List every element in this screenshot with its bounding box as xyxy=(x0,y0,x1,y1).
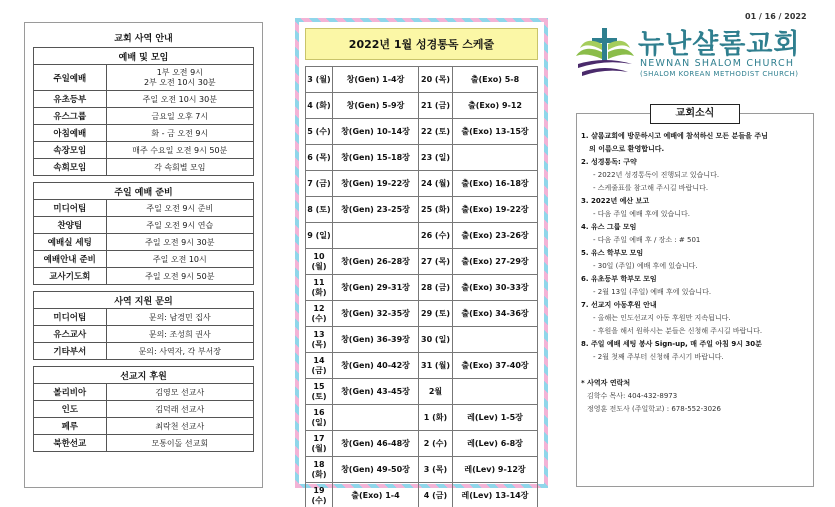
schedule-row xyxy=(306,249,538,275)
row-value: 문의: 남경민 집사 xyxy=(106,309,253,326)
schedule-reading: 출(Exo) 23-26장 xyxy=(453,223,538,249)
schedule-reading: 레(Lev) 9-12장 xyxy=(453,457,538,483)
news-item-detail: - 2월 첫째 주부터 신청해 주시기 바랍니다. xyxy=(593,353,724,361)
schedule-row xyxy=(306,171,538,197)
schedule-reading: 출(Exo) 34-36장 xyxy=(453,301,538,327)
ministry-support-table xyxy=(33,291,254,360)
schedule-day: 19 (수) xyxy=(306,483,333,507)
row-key: 유스교사 xyxy=(34,326,107,343)
table-row xyxy=(34,418,254,435)
schedule-reading: 출(Exo) 13-15장 xyxy=(453,119,538,145)
bulletin-date: 01 / 16 / 2022 xyxy=(745,12,807,21)
schedule-reading: 창(Gen) 15-18장 xyxy=(333,145,419,171)
schedule-day: 9 (일) xyxy=(306,223,333,249)
schedule-reading: 레(Lev) 6-8장 xyxy=(453,431,538,457)
church-logo-icon xyxy=(572,26,638,80)
schedule-row xyxy=(306,353,538,379)
row-value: 김덕래 선교사 xyxy=(106,401,253,418)
row-key: 페루 xyxy=(34,418,107,435)
schedule-reading: 출(Exo) 30-33장 xyxy=(453,275,538,301)
news-item-detail: - 올해는 인도선교지 아동 후원만 지속됩니다. xyxy=(593,314,731,322)
table-row xyxy=(34,268,254,285)
schedule-reading: 창(Gen) 5-9장 xyxy=(333,93,419,119)
row-key: 볼리비아 xyxy=(34,384,107,401)
schedule-day: 24 (월) xyxy=(419,171,453,197)
row-value xyxy=(106,65,253,91)
row-key: 유초등부 xyxy=(34,91,107,108)
row-value: 모통이돌 선교회 xyxy=(106,435,253,452)
schedule-row xyxy=(306,67,538,93)
row-key: 미디어팀 xyxy=(34,309,107,326)
news-item-detail: - 2월 13일 (주일) 예배 후에 있습니다. xyxy=(593,288,712,296)
news-item-heading: 5. 유스 학부모 모임 xyxy=(581,249,644,257)
schedule-reading: 창(Gen) 26-28장 xyxy=(333,249,419,275)
table-row xyxy=(34,384,254,401)
table-row xyxy=(34,435,254,452)
table-row xyxy=(34,142,254,159)
schedule-reading xyxy=(453,379,538,405)
table-row xyxy=(34,251,254,268)
news-item-detail: - 30일 (주일) 예배 후에 있습니다. xyxy=(593,262,698,270)
table-row xyxy=(34,217,254,234)
row-key: 인도 xyxy=(34,401,107,418)
schedule-day: 22 (토) xyxy=(419,119,453,145)
schedule-reading: 창(Gen) 19-22장 xyxy=(333,171,419,197)
news-item-heading: 2. 성경통독: 구약 xyxy=(581,158,637,166)
schedule-reading: 창(Gen) 23-25장 xyxy=(333,197,419,223)
schedule-day: 3 (월) xyxy=(306,67,333,93)
schedule-day: 18 (화) xyxy=(306,457,333,483)
row-value: 문의: 조성희 권사 xyxy=(106,326,253,343)
schedule-day: 4 (화) xyxy=(306,93,333,119)
schedule-day: 20 (목) xyxy=(419,67,453,93)
schedule-reading xyxy=(333,405,419,431)
schedule-row xyxy=(306,275,538,301)
table-row xyxy=(34,65,254,91)
worship-table xyxy=(33,47,254,176)
schedule-day: 31 (월) xyxy=(419,353,453,379)
schedule-reading: 레(Lev) 13-14장 xyxy=(453,483,538,507)
schedule-day: 16 (일) xyxy=(306,405,333,431)
news-item-detail: - 2022년 성경통독이 진행되고 있습니다. xyxy=(593,171,720,179)
schedule-day: 30 (일) xyxy=(419,327,453,353)
row-value: 매주 수요일 오전 9시 50분 xyxy=(106,142,253,159)
row-value: 화 - 금 오전 9시 xyxy=(106,125,253,142)
schedule-day: 14 (금) xyxy=(306,353,333,379)
schedule-day: 3 (목) xyxy=(419,457,453,483)
bible-reading-title: 2022년 1월 성경통독 스케줄 xyxy=(305,28,538,60)
row-key: 기타부서 xyxy=(34,343,107,360)
ministry-support-header: 사역 지원 문의 xyxy=(34,292,254,309)
schedule-row xyxy=(306,405,538,431)
church-name-korean: 뉴난샬롬교회 xyxy=(638,29,801,60)
row-value-line: 2부 오전 10시 30분 xyxy=(143,77,216,87)
row-value: 각 속회별 모임 xyxy=(106,159,253,176)
bible-reading-panel xyxy=(295,18,548,505)
news-item-heading-cont: 의 이름으로 환영합니다. xyxy=(589,145,665,153)
row-key: 속회모임 xyxy=(34,159,107,176)
news-item-heading: 4. 유스 그룹 모임 xyxy=(581,223,637,231)
news-item-detail: - 후원을 해서 원하시는 분들은 신청해 주시길 바랍니다. xyxy=(593,327,763,335)
schedule-day: 13 (목) xyxy=(306,327,333,353)
schedule-row xyxy=(306,223,538,249)
table-row xyxy=(34,91,254,108)
row-value: 김영모 선교사 xyxy=(106,384,253,401)
schedule-day: 12 (수) xyxy=(306,301,333,327)
schedule-day: 5 (수) xyxy=(306,119,333,145)
news-item-detail: - 다음 주일 예배 후 / 장소 : # 501 xyxy=(593,236,701,244)
schedule-reading: 창(Gen) 40-42장 xyxy=(333,353,419,379)
schedule-day: 8 (토) xyxy=(306,197,333,223)
worship-header: 예배 및 모임 xyxy=(34,48,254,65)
row-key: 북한선교 xyxy=(34,435,107,452)
row-key: 아침예배 xyxy=(34,125,107,142)
schedule-row xyxy=(306,457,538,483)
schedule-row xyxy=(306,301,538,327)
schedule-row xyxy=(306,93,538,119)
row-value: 최락천 선교사 xyxy=(106,418,253,435)
schedule-day: 29 (토) xyxy=(419,301,453,327)
row-key: 찬양팀 xyxy=(34,217,107,234)
schedule-row xyxy=(306,197,538,223)
row-key: 예배실 세팅 xyxy=(34,234,107,251)
schedule-day: 6 (목) xyxy=(306,145,333,171)
schedule-reading: 창(Gen) 43-45장 xyxy=(333,379,419,405)
schedule-row xyxy=(306,483,538,507)
row-value: 주일 오전 9시 30분 xyxy=(106,234,253,251)
row-value: 주일 오전 9시 준비 xyxy=(106,200,253,217)
schedule-day: 17 (월) xyxy=(306,431,333,457)
worship-prep-header: 주일 예배 준비 xyxy=(34,183,254,200)
schedule-reading: 창(Gen) 29-31장 xyxy=(333,275,419,301)
row-value-line: 1부 오전 9시 xyxy=(156,67,203,77)
news-item-detail: - 스케줄표를 참고해 주시길 바랍니다. xyxy=(593,184,709,192)
schedule-reading: 출(Exo) 19-22장 xyxy=(453,197,538,223)
schedule-day: 4 (금) xyxy=(419,483,453,507)
table-row xyxy=(34,309,254,326)
schedule-reading: 출(Exo) 5-8 xyxy=(453,67,538,93)
table-row xyxy=(34,108,254,125)
schedule-reading xyxy=(453,327,538,353)
church-news-panel xyxy=(576,108,814,487)
schedule-reading xyxy=(333,223,419,249)
row-value: 문의: 사역자, 각 부서장 xyxy=(106,343,253,360)
schedule-reading: 창(Gen) 49-50장 xyxy=(333,457,419,483)
schedule-day: 15 (토) xyxy=(306,379,333,405)
row-key: 예배안내 준비 xyxy=(34,251,107,268)
ministry-guide-panel xyxy=(24,22,263,488)
church-name-english: NEWNAN SHALOM CHURCH xyxy=(640,58,795,69)
news-item-detail: - 다음 주일 예배 후에 있습니다. xyxy=(593,210,691,218)
schedule-row xyxy=(306,431,538,457)
ministry-guide-title: 교회 사역 안내 xyxy=(114,34,173,44)
row-key: 주일예배 xyxy=(34,65,107,91)
schedule-day: 2월 xyxy=(419,379,453,405)
row-value: 금요일 오후 7시 xyxy=(106,108,253,125)
schedule-reading: 창(Gen) 32-35장 xyxy=(333,301,419,327)
news-item-heading: 6. 유초등부 학부모 모임 xyxy=(581,275,657,283)
church-name-english-sub: (SHALOM KOREAN METHODIST CHURCH) xyxy=(640,70,799,78)
table-row xyxy=(34,326,254,343)
church-news-body xyxy=(581,130,809,416)
schedule-reading: 창(Gen) 46-48장 xyxy=(333,431,419,457)
mission-support-table xyxy=(33,366,254,452)
contact-line: 김학수 목사: 404-432-8973 xyxy=(587,392,678,400)
schedule-row xyxy=(306,327,538,353)
schedule-day: 21 (금) xyxy=(419,93,453,119)
schedule-reading: 출(Exo) 9-12 xyxy=(453,93,538,119)
news-item-heading: 7. 선교지 아동후원 안내 xyxy=(581,301,657,309)
schedule-reading: 출(Exo) 27-29장 xyxy=(453,249,538,275)
schedule-reading xyxy=(453,145,538,171)
row-key: 유스그룹 xyxy=(34,108,107,125)
schedule-day: 2 (수) xyxy=(419,431,453,457)
row-key: 미디어팀 xyxy=(34,200,107,217)
schedule-day: 23 (일) xyxy=(419,145,453,171)
schedule-day: 28 (금) xyxy=(419,275,453,301)
schedule-reading: 창(Gen) 10-14장 xyxy=(333,119,419,145)
table-row xyxy=(34,159,254,176)
table-row xyxy=(34,125,254,142)
schedule-day: 1 (화) xyxy=(419,405,453,431)
schedule-day: 10 (월) xyxy=(306,249,333,275)
bible-reading-table xyxy=(305,66,538,507)
schedule-reading: 출(Exo) 37-40장 xyxy=(453,353,538,379)
news-item-heading: 3. 2022년 예산 보고 xyxy=(581,197,650,205)
schedule-day: 11 (화) xyxy=(306,275,333,301)
contact-line: 정영훈 전도사 (주일학교) : 678-552-3026 xyxy=(587,405,721,413)
schedule-day: 7 (금) xyxy=(306,171,333,197)
schedule-row xyxy=(306,145,538,171)
row-key: 교사기도회 xyxy=(34,268,107,285)
schedule-reading: 창(Gen) 36-39장 xyxy=(333,327,419,353)
row-value: 주일 오전 9시 50분 xyxy=(106,268,253,285)
table-row xyxy=(34,343,254,360)
news-item-heading: 1. 샬롬교회에 방문하시고 예배에 참석하신 모든 분들을 주님 xyxy=(581,132,768,140)
table-row xyxy=(34,200,254,217)
contact-title: * 사역자 연락처 xyxy=(581,379,631,387)
schedule-day: 26 (수) xyxy=(419,223,453,249)
church-news-title: 교회소식 xyxy=(650,104,740,124)
schedule-reading: 출(Exo) 16-18장 xyxy=(453,171,538,197)
schedule-reading: 레(Lev) 1-5장 xyxy=(453,405,538,431)
news-item-heading: 8. 주일 예배 세팅 봉사 Sign-up, 매 주일 아침 9시 30분 xyxy=(581,340,762,348)
row-value: 주일 오전 10시 30분 xyxy=(106,91,253,108)
row-key: 속장모임 xyxy=(34,142,107,159)
schedule-reading: 출(Exo) 1-4 xyxy=(333,483,419,507)
schedule-day: 25 (화) xyxy=(419,197,453,223)
schedule-day: 27 (목) xyxy=(419,249,453,275)
table-row xyxy=(34,401,254,418)
schedule-row xyxy=(306,379,538,405)
mission-support-header: 선교지 후원 xyxy=(34,367,254,384)
worship-prep-table xyxy=(33,182,254,285)
row-value: 주일 오전 10시 xyxy=(106,251,253,268)
schedule-reading: 창(Gen) 1-4장 xyxy=(333,67,419,93)
schedule-row xyxy=(306,119,538,145)
table-row xyxy=(34,234,254,251)
row-value: 주일 오전 9시 연습 xyxy=(106,217,253,234)
